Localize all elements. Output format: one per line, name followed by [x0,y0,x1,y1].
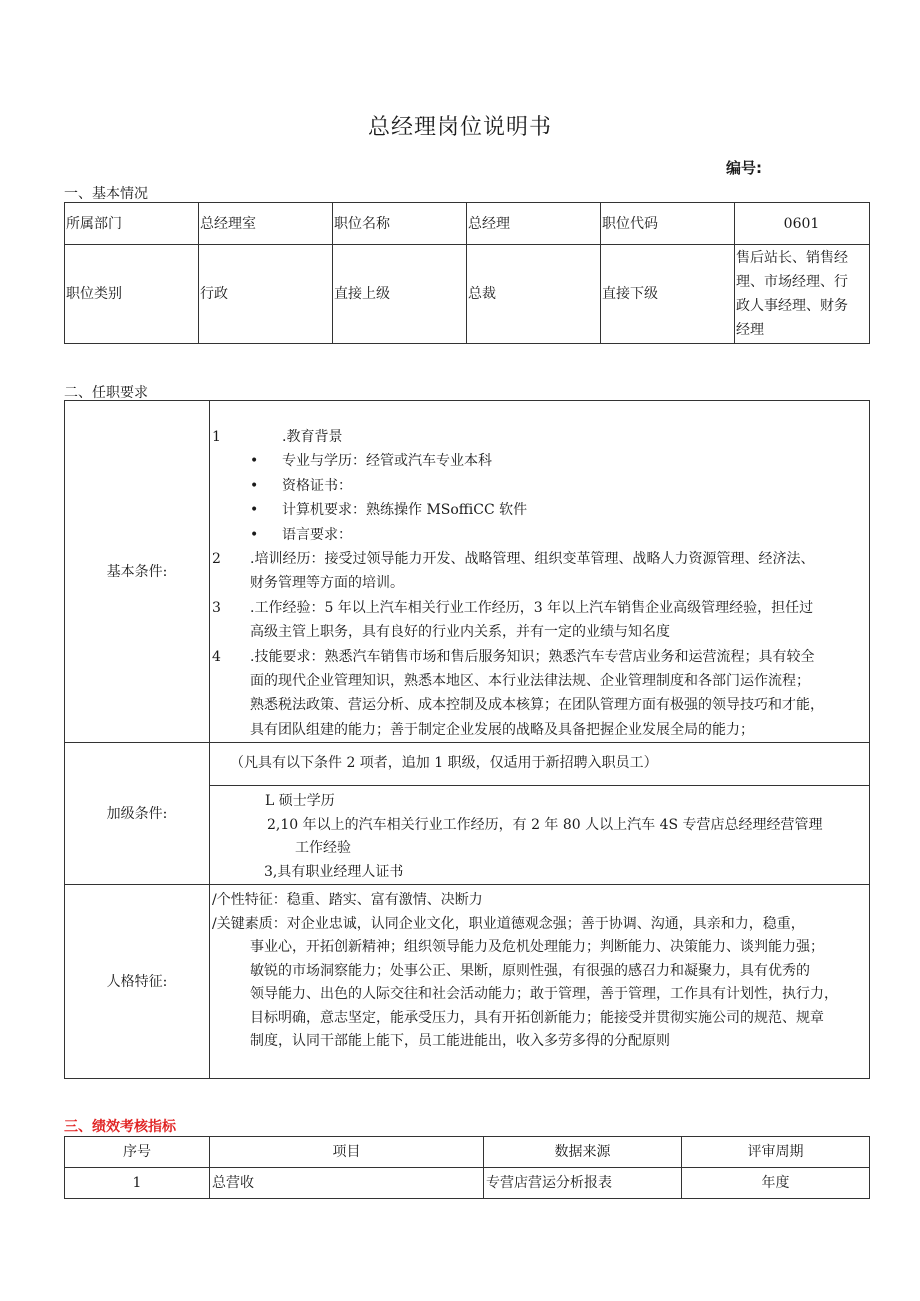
edu-item: 专业与学历：经管或汽车专业本科 [282,453,492,470]
training-line: .培训经历：接受过领导能力开发、战略管理、组织变革管理、战略人力资源管理、经济法、 [250,550,815,567]
personality-line: /关键素质：对企业忠诚，认同企业文化，职业道德观念强；善于协调、沟通，具亲和力，稳重， [212,915,805,932]
extra-conditions-note: （凡具有以下条件 2 项者，追加 1 职级，仅适用于新招聘入职员工） [210,743,869,786]
list-number: 1 [212,429,221,445]
basic-conditions-label: 基本条件: [65,401,210,743]
list-item [212,547,867,571]
extra-conditions-content [210,743,870,885]
subordinate-line: 售后站长、销售经 [736,250,848,266]
position-code-label: 职位代码 [601,203,735,245]
requirements-table [64,400,870,1079]
document-code-label: 编号: [726,159,762,177]
bullet-icon: • [250,453,259,470]
list-item [212,669,867,693]
section-heading-basic: 一、基本情况 [64,186,148,202]
subordinate-line: 理、市场经理、行 [736,274,848,290]
list-item [212,449,867,473]
personality-line: 领导能力、出色的人际交往和社会活动能力；敢于管理，善于管理，工作具有计划性，执行力， [250,986,838,1003]
list-item [212,425,867,449]
column-header: 评审周期 [682,1137,870,1168]
table-row [65,401,870,743]
column-header: 数据来源 [484,1137,682,1168]
position-name-value: 总经理 [467,203,601,245]
section-heading-requirements: 二、任职要求 [64,385,148,401]
list-number: 2 [212,550,221,567]
edu-item: 计算机要求：熟练操作 MSoffiCC 软件 [282,502,528,519]
position-code-value: 0601 [735,203,870,245]
extra-conditions-label: 加级条件: [65,743,210,885]
list-item [212,571,867,595]
subordinate-line: 经理 [736,322,764,338]
table-row [65,743,870,885]
department-value: 总经理室 [199,203,333,245]
page-title: 总经理岗位说明书 [367,115,552,140]
section-heading-kpi: 三、绩效考核指标 [64,1119,176,1135]
extra-condition-line: 3,具有职业经理人证书 [264,863,404,880]
personality-content [210,885,870,1079]
work-line: .工作经验：5 年以上汽车相关行业工作经历，3 年以上汽车销售企业高级管理经验，担任过 [250,599,814,616]
personality-line: 制度，认同干部能上能下，员工能进能出，收入多劳多得的分配原则 [250,1033,670,1050]
direct-subordinate-value [735,245,870,344]
personality-line: 事业心，开拓创新精神；组织领导能力及危机处理能力；判断能力、决策能力、谈判能力强； [250,939,824,956]
list-item [212,693,867,717]
list-item [212,596,867,620]
position-category-label: 职位类别 [65,245,199,344]
extra-condition-line: 2,10 年以上的汽车相关行业工作经历，有 2 年 80 人以上汽车 4S 专营店总经理经营管理 [267,816,823,833]
skill-line: 面的现代企业管理知识，熟悉本地区、本行业法律法规、企业管理制度和各部门运作流程； [250,672,810,689]
table-row [65,885,870,1079]
list-item [212,523,867,547]
table-cell: 总营收 [210,1168,484,1199]
skill-line: 熟悉税法政策、营运分析、成本控制及成本核算；在团队管理方面有极强的领导技巧和才能， [250,697,824,714]
table-row [65,245,870,344]
list-item [212,474,867,498]
list-item [212,620,867,644]
list-item [212,645,867,669]
kpi-table [64,1136,870,1199]
personality-line: 敏锐的市场洞察能力；处事公正、果断，原则性强，有很强的感召力和凝聚力，具有优秀的 [250,962,810,979]
column-header: 序号 [65,1137,210,1168]
position-name-label: 职位名称 [333,203,467,245]
basic-conditions-content [210,401,870,743]
list-item [212,498,867,522]
extra-condition-line: L 硕士学历 [265,793,335,810]
edu-item: 语言要求： [282,526,352,543]
table-cell: 1 [65,1168,210,1199]
table-cell: 年度 [682,1168,870,1199]
extra-condition-line: 工作经验 [295,840,351,857]
table-row [65,203,870,245]
direct-superior-value: 总裁 [467,245,601,344]
table-cell: 专营店营运分析报表 [484,1168,682,1199]
edu-item: 资格证书： [282,477,352,494]
table-header-row [65,1137,870,1168]
training-line: 财务管理等方面的培训。 [250,575,404,592]
basic-info-table [64,202,870,344]
column-header: 项目 [210,1137,484,1168]
subordinate-line: 政人事经理、财务 [736,298,848,314]
direct-superior-label: 直接上级 [333,245,467,344]
direct-subordinate-label: 直接下级 [601,245,735,344]
table-row [65,1168,870,1199]
bullet-icon: • [250,477,259,494]
list-number: 3 [212,599,221,616]
department-label: 所属部门 [65,203,199,245]
list-number: 4 [212,648,221,665]
bullet-icon: • [250,502,259,519]
skill-line: 具有团队组建的能力；善于制定企业发展的战略及具备把握企业发展全局的能力； [250,721,754,738]
skill-line: .技能要求：熟悉汽车销售市场和售后服务知识；熟悉汽车专营店业务和运营流程；具有较全 [250,648,815,665]
bullet-icon: • [250,526,259,543]
personality-line: /个性特征：稳重、踏实、富有激情、决断力 [212,892,483,909]
personality-label: 人格特征: [65,885,210,1079]
edu-title: .教育背景 [282,429,343,445]
work-line: 高级主管上职务，具有良好的行业内关系，并有一定的业绩与知名度 [250,624,670,641]
personality-line: 目标明确，意志坚定，能承受压力，具有开拓创新能力；能接受并贯彻实施公司的规范、规章 [250,1009,824,1026]
list-item [212,718,867,742]
position-category-value: 行政 [199,245,333,344]
